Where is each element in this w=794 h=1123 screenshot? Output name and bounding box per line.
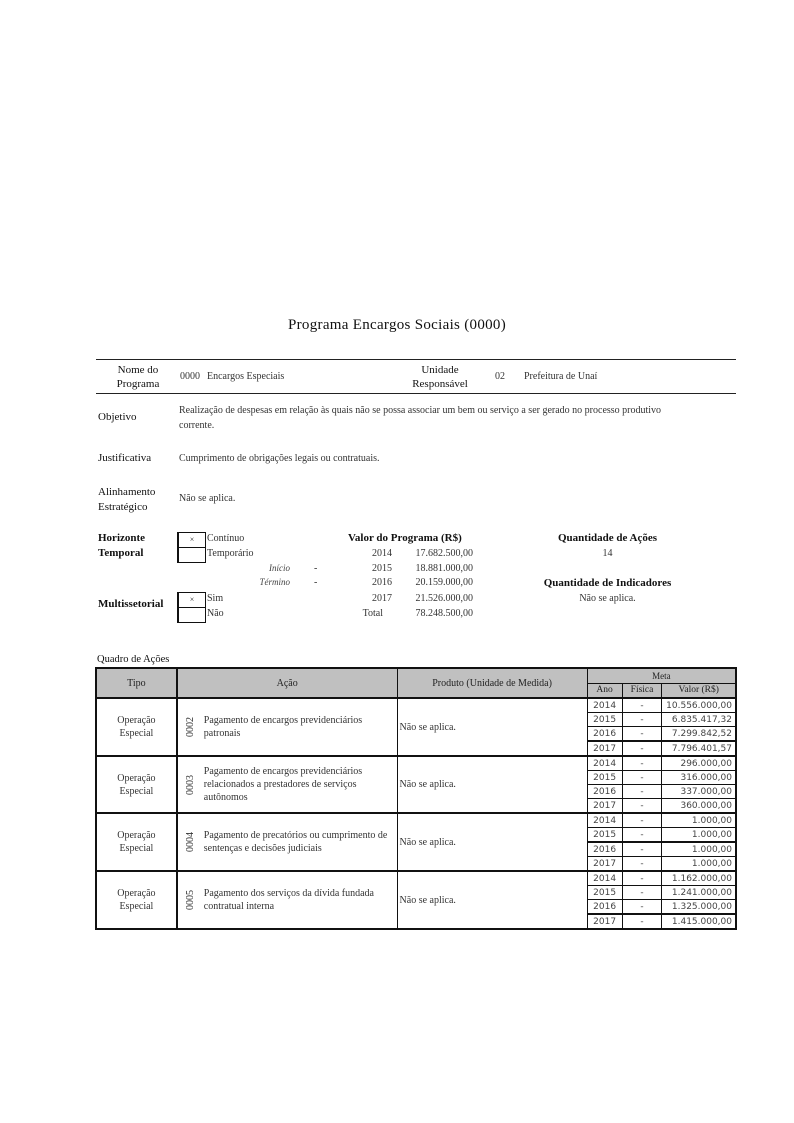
objetivo-text-line2: corrente.	[179, 420, 215, 431]
meta-fisica: -	[622, 727, 662, 742]
meta-fisica: -	[622, 785, 662, 799]
meta-ano: 2015	[587, 828, 622, 843]
tipo-line2: Especial	[119, 901, 154, 912]
termino-label: Término	[259, 577, 290, 587]
quadro-acoes-table	[95, 667, 737, 930]
unit-label	[400, 363, 480, 391]
meta-valor: 7.796.401,57	[662, 741, 736, 756]
meta-valor: 1.000,00	[662, 857, 736, 872]
header-bottom-rule	[96, 393, 736, 394]
sim-label: Sim	[207, 593, 224, 604]
horizonte-label	[98, 531, 145, 561]
table-row	[96, 756, 736, 771]
acao-cell	[177, 871, 397, 929]
meta-ano: 2014	[587, 871, 622, 886]
acao-text: Pagamento dos serviços da dívida fundada contratual interna	[203, 888, 374, 912]
meta-fisica: -	[622, 698, 662, 713]
acao-code: 0003	[185, 774, 197, 795]
tipo-line2: Especial	[119, 843, 154, 854]
program-name-label	[100, 363, 176, 391]
temporario-label: Temporário	[207, 548, 254, 559]
temporario-checkbox[interactable]	[177, 547, 206, 563]
acao-text: Pagamento de encargos previdenciários patronais	[203, 715, 363, 739]
produto-cell: Não se aplica.	[397, 698, 587, 756]
meta-fisica: -	[622, 900, 662, 915]
horizonte-label-line2: Temporal	[98, 547, 144, 559]
col-header-tipo: Tipo	[96, 668, 177, 698]
tipo-line1: Operação	[117, 772, 156, 784]
meta-fisica: -	[622, 741, 662, 756]
produto-cell: Não se aplica.	[397, 756, 587, 813]
meta-valor: 1.325.000,00	[662, 900, 736, 915]
valor-amount-2016: 20.159.000,00	[415, 577, 473, 588]
valor-programa-title: Valor do Programa (R$)	[348, 532, 462, 544]
tipo-cell	[96, 698, 177, 756]
meta-ano: 2016	[587, 900, 622, 915]
meta-fisica: -	[622, 842, 662, 857]
meta-ano: 2015	[587, 886, 622, 900]
table-row	[96, 813, 736, 828]
alinhamento-label-line2: Estratégico	[98, 501, 148, 513]
objetivo-text-line1: Realização de despesas em relação às quais não se possa associar um bem ou serviço a ser gerado no processo produtivo	[179, 405, 662, 416]
nao-label: Não	[207, 608, 224, 619]
meta-fisica: -	[622, 713, 662, 727]
sim-checkbox[interactable]: ×	[177, 592, 206, 608]
termino-value: -	[314, 577, 318, 588]
meta-fisica: -	[622, 871, 662, 886]
meta-valor: 1.000,00	[662, 842, 736, 857]
program-name-label-line2: Programa	[116, 378, 160, 390]
horizonte-label-line1: Horizonte	[98, 532, 146, 544]
meta-fisica: -	[622, 771, 662, 785]
acao-cell	[177, 698, 397, 756]
program-name-label-line1: Nome do	[117, 364, 159, 376]
acao-cell	[177, 813, 397, 871]
tipo-line1: Operação	[117, 715, 156, 726]
meta-fisica: -	[622, 756, 662, 771]
meta-valor: 337.000,00	[662, 785, 736, 799]
qtd-indicadores-value: Não se aplica.	[579, 593, 636, 604]
meta-ano: 2017	[587, 914, 622, 929]
tipo-line2: Especial	[119, 728, 154, 739]
col-header-meta: Meta	[587, 668, 736, 683]
meta-valor: 296.000,00	[662, 756, 736, 771]
acao-cell	[177, 756, 397, 813]
meta-valor: 316.000,00	[662, 771, 736, 785]
qtd-indicadores-label: Quantidade de Indicadores	[543, 577, 672, 589]
col-header-ano: Ano	[587, 683, 622, 698]
meta-valor: 1.000,00	[662, 813, 736, 828]
meta-ano: 2016	[587, 785, 622, 799]
continuo-checkbox[interactable]: ×	[177, 532, 206, 548]
tipo-cell	[96, 756, 177, 813]
col-header-valor: Valor (R$)	[662, 683, 736, 698]
col-header-fisica: Física	[622, 683, 662, 698]
alinhamento-text: Não se aplica.	[179, 493, 236, 504]
meta-ano: 2015	[587, 713, 622, 727]
meta-valor: 1.415.000,00	[662, 914, 736, 929]
qtd-acoes-value: 14	[602, 548, 613, 559]
header-top-rule	[96, 359, 736, 360]
objetivo-label: Objetivo	[98, 411, 137, 423]
meta-fisica: -	[622, 886, 662, 900]
qtd-acoes-label: Quantidade de Ações	[557, 532, 657, 544]
meta-valor: 1.000,00	[662, 828, 736, 843]
meta-ano: 2017	[587, 741, 622, 756]
acao-code: 0004	[185, 832, 197, 852]
meta-fisica: -	[622, 914, 662, 929]
col-header-produto: Produto (Unidade de Medida)	[397, 668, 587, 698]
table-row	[96, 871, 736, 886]
valor-amount-2017: 21.526.000,00	[415, 593, 473, 604]
inicio-value: -	[314, 563, 318, 574]
unit-code: 02	[495, 371, 505, 382]
col-header-acao: Ação	[177, 668, 397, 698]
meta-ano: 2016	[587, 842, 622, 857]
meta-fisica: -	[622, 857, 662, 872]
acao-code: 0005	[185, 890, 197, 910]
continuo-label: Contínuo	[207, 533, 245, 544]
meta-ano: 2014	[587, 813, 622, 828]
meta-valor: 6.835.417,32	[662, 713, 736, 727]
tipo-cell	[96, 871, 177, 929]
nao-checkbox[interactable]	[177, 607, 206, 623]
meta-valor: 360.000,00	[662, 799, 736, 814]
program-name: Encargos Especiais	[207, 371, 285, 382]
tipo-line2: Especial	[119, 785, 154, 797]
meta-ano: 2017	[587, 799, 622, 814]
inicio-label: Início	[269, 563, 290, 573]
valor-amount-2014: 17.682.500,00	[415, 548, 473, 559]
valor-year-2014: 2014	[372, 548, 392, 559]
meta-ano: 2015	[587, 771, 622, 785]
quadro-title: Quadro de Ações	[97, 654, 170, 665]
tipo-line1: Operação	[117, 830, 156, 841]
acao-code: 0002	[185, 717, 197, 737]
meta-valor: 10.556.000,00	[662, 698, 736, 713]
valor-amount-2015: 18.881.000,00	[415, 563, 473, 574]
acao-text: Pagamento de encargos previdenciários relacionados a prestadores de serviços autônomos	[203, 766, 363, 803]
valor-year-2015: 2015	[372, 563, 392, 574]
meta-ano: 2014	[587, 698, 622, 713]
meta-fisica: -	[622, 799, 662, 814]
valor-total-label: Total	[362, 608, 383, 619]
justificativa-text: Cumprimento de obrigações legais ou contratuais.	[179, 453, 380, 464]
valor-year-2016: 2016	[372, 577, 392, 588]
valor-year-2017: 2017	[372, 593, 392, 604]
meta-valor: 7.299.842,52	[662, 727, 736, 742]
program-code: 0000	[180, 371, 200, 382]
tipo-cell	[96, 813, 177, 871]
meta-valor: 1.162.000,00	[662, 871, 736, 886]
valor-total-amount: 78.248.500,00	[415, 608, 473, 619]
alinhamento-label	[98, 485, 155, 515]
justificativa-label: Justificativa	[98, 452, 152, 464]
meta-ano: 2017	[587, 857, 622, 872]
multissetorial-label: Multissetorial	[98, 598, 164, 610]
unit-label-line1: Unidade	[421, 364, 459, 376]
page-title: Programa Encargos Sociais (0000)	[287, 317, 507, 333]
produto-cell: Não se aplica.	[397, 813, 587, 871]
objetivo-text	[179, 403, 739, 433]
meta-ano: 2014	[587, 756, 622, 771]
tipo-line1: Operação	[117, 888, 156, 899]
meta-fisica: -	[622, 813, 662, 828]
table-row	[96, 698, 736, 713]
alinhamento-label-line1: Alinhamento	[98, 486, 156, 498]
produto-cell: Não se aplica.	[397, 871, 587, 929]
meta-fisica: -	[622, 828, 662, 843]
unit-name: Prefeitura de Unaí	[524, 371, 598, 382]
meta-valor: 1.241.000,00	[662, 886, 736, 900]
unit-label-line2: Responsável	[412, 378, 468, 390]
acao-text: Pagamento de precatórios ou cumprimento de sentenças e decisões judiciais	[203, 830, 388, 854]
meta-ano: 2016	[587, 727, 622, 742]
